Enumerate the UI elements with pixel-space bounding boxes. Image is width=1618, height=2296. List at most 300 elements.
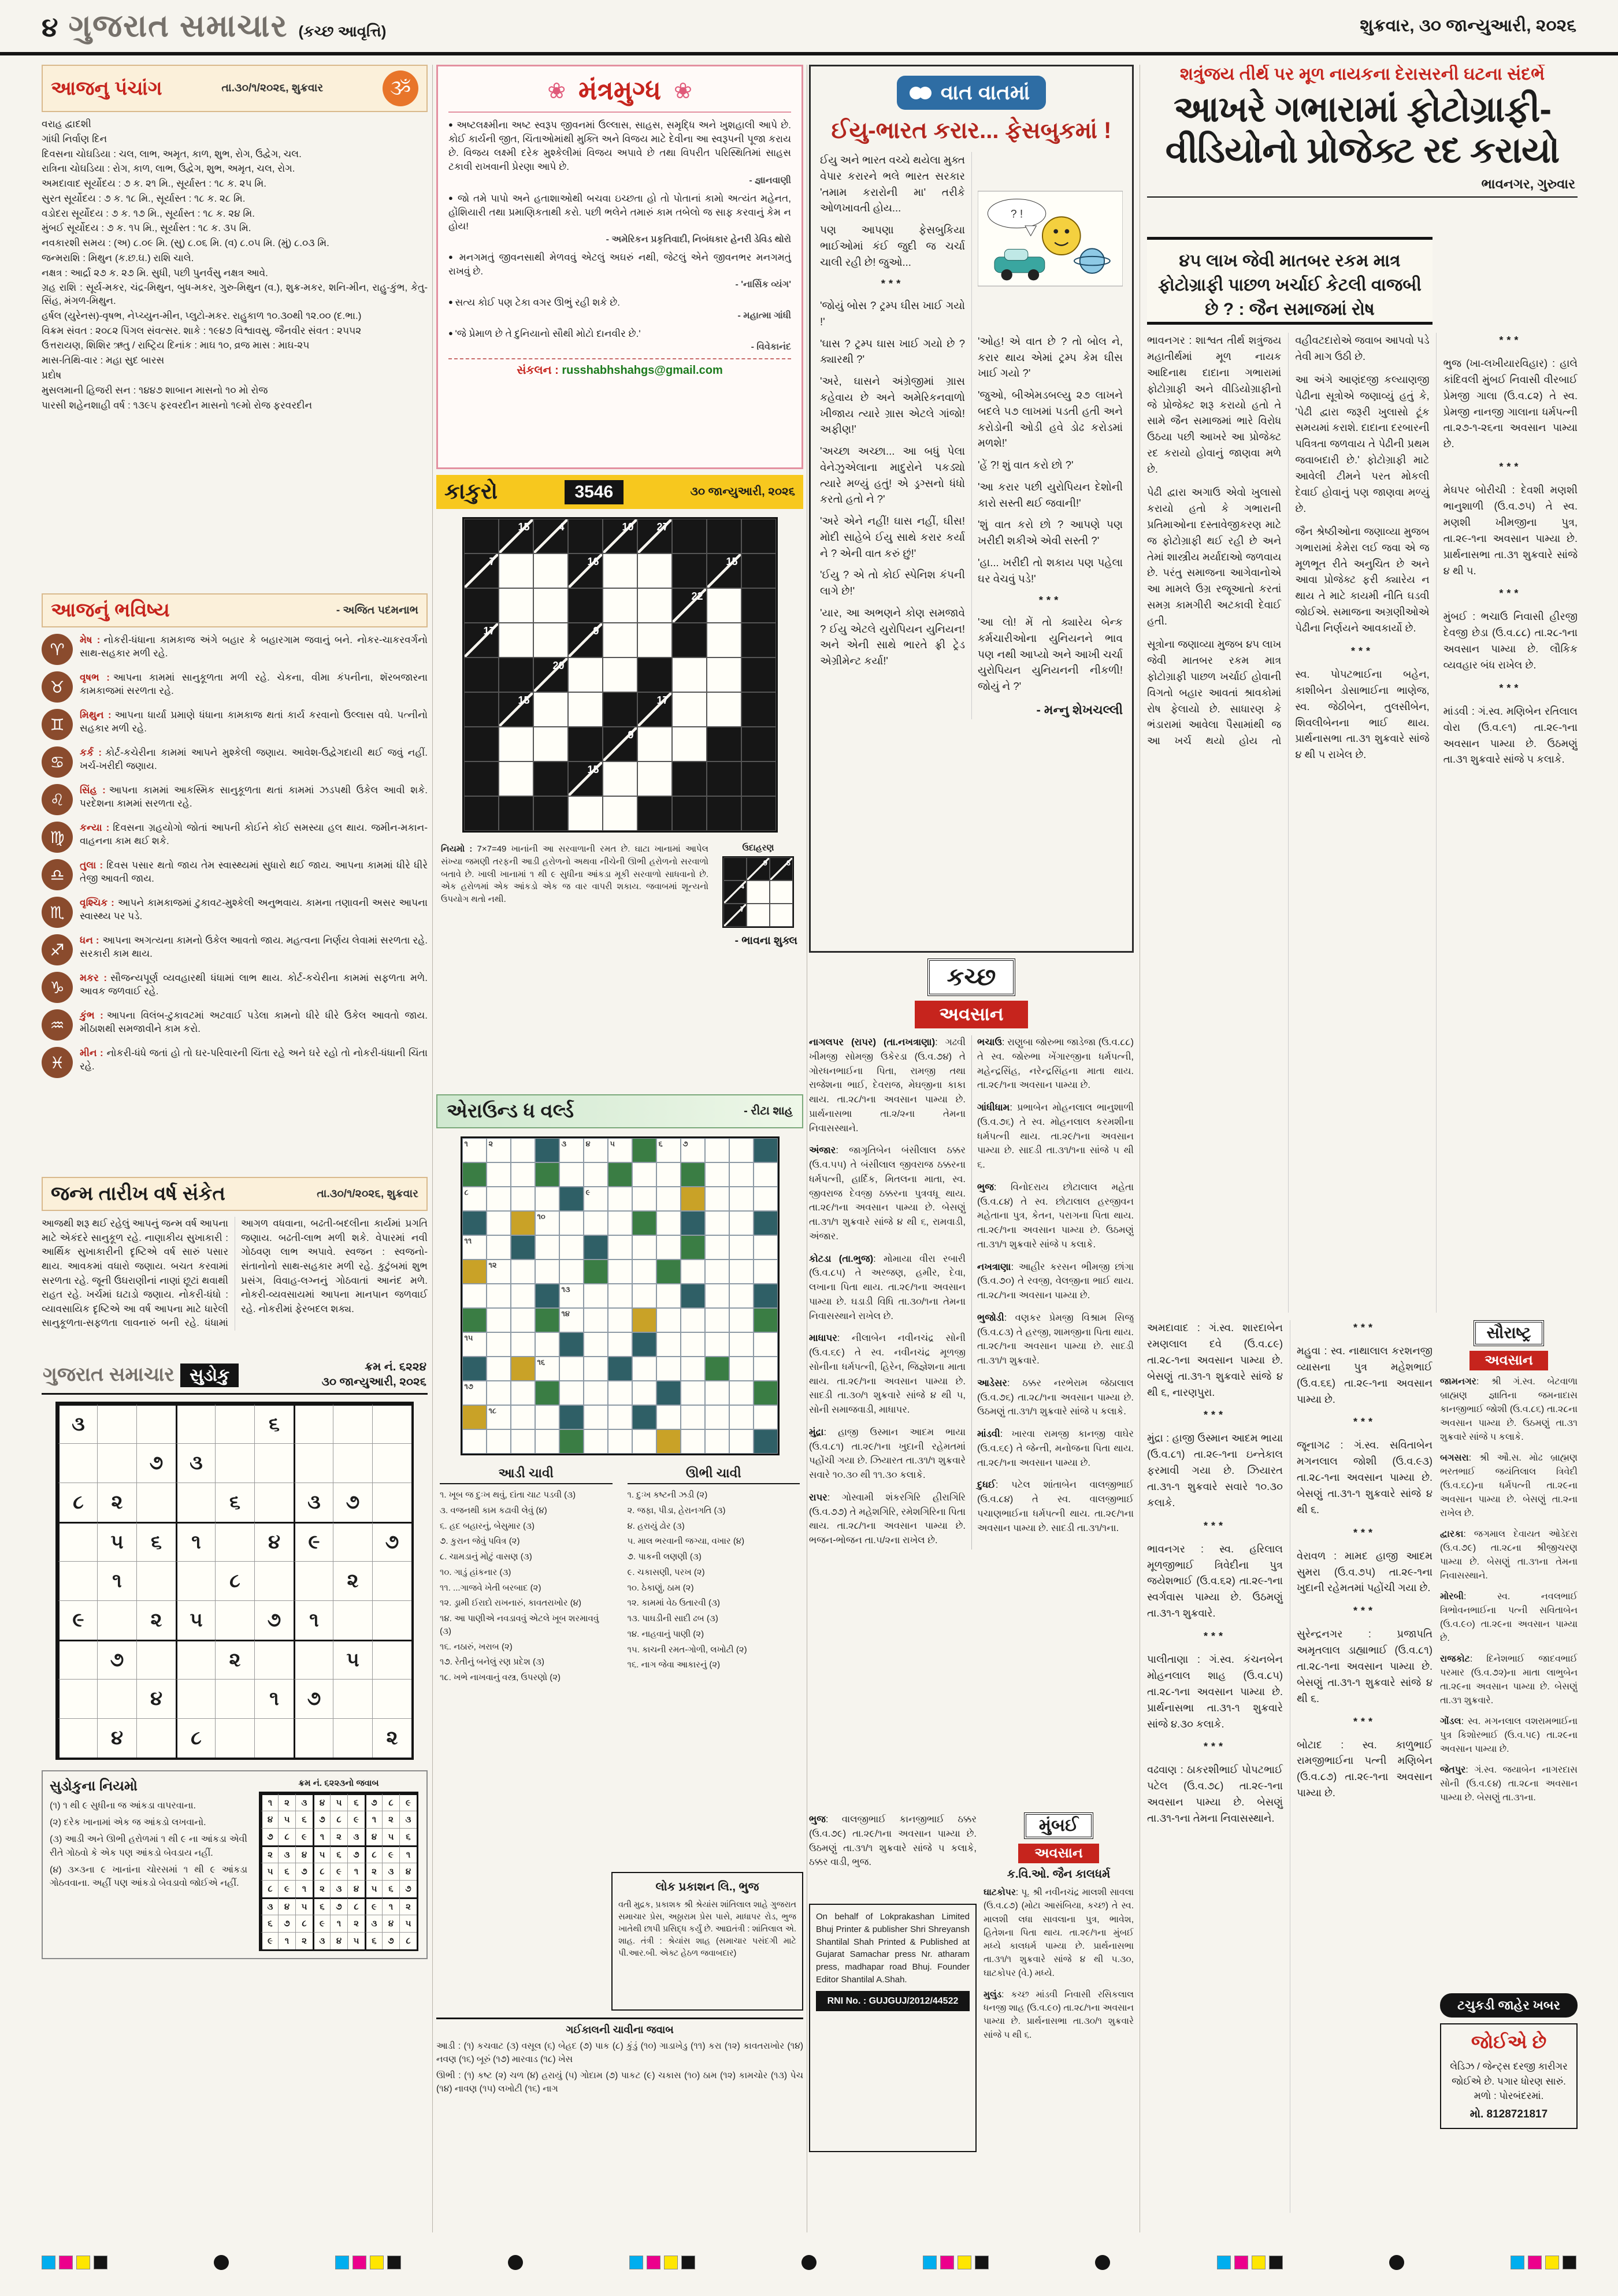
crossword-cell: [729, 1332, 754, 1357]
kakuro-rules-text: 7×7=49 ખાનાંની આ સરવાળાની રમત છે. ઘાટા ખાનામાં આપેલ સંખ્યા જમણી તરફની આડી હરોળનો અથવા નીચેની ઊભી હરોળનો સરવાળો બતાવે છે. ખાલી ખાનામાં ૧ થી ૯ સુધીના આંકડા મૂકી સરવાળો સાધવાનો છે. એક હરોળમાં એક આંકડો એક જ વાર વાપરી શકાય. જવાબમાં શૂન્યનો ઉપયોગ થતો નથી.: [441, 844, 708, 904]
sudoku-cell: [136, 1718, 176, 1758]
sudoku-rule: (૪) ૩×૩ના ૯ ખાનાંના ચોરસમાં ૧ થી ૯ આંકડા ગોઠવવાના. અહીં પણ આંકડો બેવડાવો જોઈએ નહીં.: [50, 1864, 247, 1888]
zodiac-row: [42, 746, 428, 778]
page-number: ૪: [42, 12, 58, 42]
kakuro-entry-cell: [499, 727, 533, 761]
sudoku-cell: ૩: [261, 1897, 278, 1915]
column-divider: [432, 65, 433, 2232]
kakuro-entry-cell: [499, 588, 533, 623]
sudoku-cell: ૯: [278, 1880, 295, 1897]
zodiac-row: [42, 934, 428, 965]
kakuro-number: 3546: [565, 480, 624, 504]
crossword-author: - રીટા શાહ: [744, 1105, 793, 1117]
crossword-cell: [559, 1381, 584, 1405]
dialogue-line: ***: [881, 277, 904, 290]
kakuro-entry-cell: [533, 588, 568, 623]
crossword-cell: [584, 1381, 608, 1405]
notice-paragraph: ***: [1203, 1741, 1226, 1753]
sudoku-cell: ૪: [254, 1522, 294, 1561]
kakuro-entry-cell: [707, 657, 741, 692]
sudoku-cell: [294, 1443, 333, 1483]
kakuro-entry-cell: [533, 553, 568, 588]
crossword-cell: [487, 1357, 511, 1381]
sudoku-cell: ૮: [278, 1828, 295, 1845]
lead-byline: ભાવનગર, ગુરુવાર: [1147, 172, 1578, 198]
down-title: ઊભી ચાવી: [628, 1466, 800, 1484]
kakuro-rules-title: નિયમો :: [441, 844, 473, 854]
kakuro-block-cell: [741, 657, 776, 692]
sudoku-cell: ૯: [382, 1845, 399, 1863]
crossword-block-cell: [632, 1308, 656, 1332]
kakuro-entry-cell: [637, 727, 672, 761]
crossword-cell: [462, 1429, 487, 1454]
saurashtra-obituaries: [1440, 1320, 1578, 1986]
zodiac-icon: ♑: [42, 972, 73, 1003]
kakuro-entry-cell: [533, 692, 568, 727]
kakuro-block-cell: [672, 623, 707, 657]
quote-author: - અમેરિકન પ્રકૃતિવાદી, નિબંધકાર હેનરી ડેવિડ થોરો: [606, 234, 791, 244]
crossword-block-cell: [535, 1138, 559, 1162]
crossword-cell: [656, 1357, 681, 1381]
crossword-cell: [584, 1162, 608, 1187]
crossword-cell: [681, 1260, 705, 1284]
sudoku-cell: [372, 1679, 411, 1718]
kakuro-block-cell: [499, 796, 533, 831]
zodiac-text: મિથુન : આપના ધાર્યા પ્રમાણે ધંધાના કામકાજ થતાં કાર્ય કરવાનો ઉલ્લાસ વધે. પત્નીનો સહકાર મળી રહે.: [80, 709, 428, 734]
kakuro-grid: [462, 517, 778, 833]
crossword-cell: [487, 1381, 511, 1405]
crossword-cell: [705, 1235, 729, 1260]
article-paragraph: સ્વ. પોપટભાઈના બહેન, કાશીબેન ડોસાભાઈના ભાણેજ, સ્વ. જેઠીબેન, તુલસીબેન, શિવલીબેનના ભાઈ થાય. પ્રાર્થનાસભા તા.૩૧ શુક્રવારે સાંજે ૪ થી ૫ રાખેલ છે.: [1295, 668, 1430, 761]
quote-item: [448, 118, 791, 186]
notice-paragraph: ***: [1203, 1519, 1226, 1532]
birth-year-title: જન્મ તારીખ વર્ષ સંકેત: [51, 1183, 225, 1205]
quote-author: - જ્ઞાનવાણી: [749, 175, 791, 185]
classified-ribbon: ટચુકડી જાહેર ખબર: [1440, 1993, 1578, 2018]
contact-label: સંકલન :: [517, 364, 559, 377]
down-clue: ૧. દુઃખ કષ્ટની ઝડી (૨): [627, 1490, 708, 1500]
sudoku-cell: [215, 1600, 254, 1640]
kakuro-clue-cell: 20: [533, 657, 568, 692]
panchang-line: રાત્રિના ચોઘડિયા : રોગ, કાળ, લાભ, ઉદ્વેગ, શુભ, અમૃત, ચલ, રોગ.: [42, 163, 295, 174]
quote-item: [448, 192, 791, 245]
crossword-cell: [729, 1308, 754, 1332]
crossword-block-cell: [754, 1381, 778, 1405]
panchang-line: પ્રદોષ: [42, 370, 62, 381]
crossword-cell: [608, 1332, 632, 1357]
obituary-entry: માંડવી: ખારવા રામજી કાનજી વાઘેર (ઉ.વ.૬૯) તે જેન્તી, મનોજના પિતા થાય. તા.૨૯/૧ના અવસાન પામ્યા છે.: [977, 1429, 1134, 1468]
kakuro-date: ૩૦ જાન્યુઆરી, ૨૦૨૬: [690, 485, 795, 498]
article-paragraph: ભાવનગર : શાશ્વત તીર્થ શત્રુંજય મહાતીર્થમાં મૂળ નાયક આદિનાથ દાદાના ગભારામાં ફોટોગ્રાફી અને વીડિયોગ્રાફીનો જે પ્રોજેક્ટ શરૂ કરાયો હતો તે સામે જૈન સમાજમાં ભારે વિરોધ ઉઠયા પછી આખરે આ પ્રોજેક્ટ રદ કરાયો હોવાનું જાણવા મળે છે.: [1147, 335, 1282, 475]
crossword-cell: [656, 1235, 681, 1260]
quote-author: - મહાત્મા ગાંધી: [737, 311, 791, 321]
article-paragraph: માંડવી : ગં.સ્વ. મણિબેન રતિલાલ વોરા (ઉ.વ.૯૧) તા.૨૯-૧ના અવસાન પામ્યા છે. ઉઠમણું તા.૩૧ શુક્રવારે સાંજે ૫ કલાકે.: [1443, 705, 1578, 766]
zodiac-row: [42, 897, 428, 928]
crossword-cell: [729, 1162, 754, 1187]
sudoku-cell: ૪: [399, 1863, 417, 1880]
crossword-cell: [705, 1284, 729, 1308]
sudoku-cell: ૪: [347, 1880, 365, 1897]
people-icon: [913, 87, 932, 99]
crossword-cell: [632, 1284, 656, 1308]
dialogue-line: 'જુઓ, બીએમડબલ્યુ ૨૭ લાખને બદલે ૫૭ લાખમાં પડતી હતી અને કરોડોની ઓડી હવે ડોઢ કરોડમાં મળશે!': [978, 389, 1123, 449]
crossword-cell: [656, 1308, 681, 1332]
kakuro-example-caption: ઉદાહરણ: [742, 843, 774, 853]
edition-label: (કચ્છ આવૃત્તિ): [298, 22, 387, 40]
crossword-block-cell: [535, 1381, 559, 1405]
quotes-list: [448, 118, 791, 352]
crossword-cell: [729, 1260, 754, 1284]
sudoku-cell: ૫: [330, 1793, 347, 1811]
crossword-cell: [681, 1308, 705, 1332]
kakuro-clue-cell: 15: [707, 553, 741, 588]
zodiac-icon: ♐: [42, 934, 73, 965]
zodiac-text: મકર : સૌજન્યપૂર્ણ વ્યવહારથી ધંધામાં લાભ થાય. કોર્ટ-કચેરીના કામમાં સફળતા મળે. આવક જળવાઈ રહે.: [80, 972, 428, 997]
crossword-cell: [608, 1429, 632, 1454]
crossword-cell: [705, 1405, 729, 1429]
panchang-line: વડોદરા સૂર્યોદય : ૭ ક. ૧૭ મિ., સૂર્યાસ્ત : ૧૮ ક. ૨૪ મિ.: [42, 207, 255, 219]
crossword-cell: ૭: [681, 1138, 705, 1162]
crossword-cell: [705, 1162, 729, 1187]
sudoku-cell: [176, 1483, 215, 1522]
crossword-cell: [535, 1235, 559, 1260]
across-clue: ૧૭. રેતીનું બનેલું રણ પ્રદેશ (૩): [440, 1657, 545, 1667]
down-clue: ૧૪. નાહવાનું પાણી (૨): [627, 1629, 704, 1639]
sudoku-cell: ૩: [347, 1828, 365, 1845]
crossword-block-cell: [754, 1284, 778, 1308]
zodiac-text: તુલા : દિવસ પસાર થતો જાય તેમ સ્વાસ્થ્યમાં સુધારો થઈ જાય. આપના કામમાં ધીરે ધીરે તેજી આવતી જાય.: [80, 860, 428, 884]
kutch-obituaries: [809, 958, 1134, 1807]
down-clues: [628, 1463, 800, 1687]
sudoku-cell: [136, 1640, 176, 1679]
sudoku-cell: [333, 1600, 372, 1640]
birth-year-text-1: આજથી શરૂ થઈ રહેલું આપનું જન્મ વર્ષ આપના માટે એકંદરે સાનુકૂળ રહે. નાણાકીય સુખાકારી : આર્થિક સુખાકારીની દૃષ્ટિએ વર્ષ સારું પસાર થાય. આવકમાં વધારો જણાય. બચત કરવામાં સરળતા રહે. જૂની ઉઘરાણીનાં નાણાં છૂટાં થવાથી રાહત રહે. ખર્ચમાં ઘટાડો જણાય. નોકરી-ધંધો : વ્યાવસાયિક દૃષ્ટિએ આ વર્ષ આપના માટે ધારેલી સાનુકૂળતા-સફળતા લાવનારું બની રહે.: [42, 1218, 228, 1329]
sudoku-cell: [136, 1561, 176, 1600]
kakuro-block-cell: [637, 657, 672, 692]
sudoku-cell: ૨: [347, 1915, 365, 1932]
kakuro-entry-cell: [637, 623, 672, 657]
lead-subhead: ૪૫ લાખ જેવી માતબર રકમ માત્ર ફોટોગ્રાફી પાછળ ખર્ચાઈ કેટલી વાજબી છે ? : જૈન સમાજમાં રોષ: [1147, 237, 1433, 325]
birth-year-section: [42, 1177, 428, 1350]
sudoku-cell: [97, 1443, 136, 1483]
crossword-cell: [584, 1332, 608, 1357]
sudoku-cell: ૨: [278, 1793, 295, 1811]
zodiac-row: [42, 1009, 428, 1041]
crossword-cell: [632, 1381, 656, 1405]
sudoku-cell: ૯: [295, 1828, 313, 1845]
crossword-cell: ૧૬: [535, 1357, 559, 1381]
kakuro-entry-cell: [770, 904, 793, 927]
sudoku-cell: ૭: [278, 1915, 295, 1932]
zodiac-text: કન્યા : દિવસના ગ્રહયોગો જોતાં આપની કોઈને કોઈ સમસ્યા હલ થાય. જમીન-મકાન-વાહનના કામ થઈ શકે.: [80, 822, 428, 846]
across-clue: ૧૨. ડ્રામી ઈરાદો રાખનારું, કાવતરાખોર (૪): [440, 1598, 581, 1608]
crossword-cell: [754, 1405, 778, 1429]
crossword-cell: [535, 1405, 559, 1429]
crossword-cell: [608, 1235, 632, 1260]
crossword-block-cell: [681, 1162, 705, 1187]
sudoku-cell: [254, 1640, 294, 1679]
imprint-text: વતી મુદ્રક, પ્રકાશક શ્રી શ્રેયાંસ શાંતિલાલ શાહે ગુજરાત સમાચાર પ્રેસ, અઠ્ઠારામ પ્રેસ પાસે, માધાપર રોડ, ભુજ ખાતેથી છાપી પ્રસિદ્ધ કર્યું છે. આદ્યતંત્રી : શાંતિલાલ એ. શાહ. તંત્રી : શ્રેયાંસ શાહ (સમાચાર પસંદગી માટે પી.આર.બી. એક્ટ હેઠળ જવાબદાર): [618, 1900, 796, 1959]
sudoku-cell: [136, 1483, 176, 1522]
crossword-cell: [754, 1162, 778, 1187]
cmyk-registration-squares: [335, 2256, 401, 2269]
crossword-cell: [535, 1332, 559, 1357]
across-clue: ૮. ચામડાનું મોટું વાસણ (૩): [440, 1552, 532, 1562]
kakuro-block-cell: [741, 553, 776, 588]
crossword-block-cell: [462, 1211, 487, 1235]
sudoku-cell: ૮: [347, 1897, 365, 1915]
notice-paragraph: બોટાદ : સ્વ. કાળુભાઈ રામજીભાઈના પત્ની મણિબેન (ઉ.વ.૮૭) તા.૨૯-૧ના અવસાન પામ્યા છે.: [1297, 1738, 1433, 1799]
sudoku-cell: ૪: [382, 1915, 399, 1932]
notice-paragraph: ***: [1353, 1605, 1376, 1617]
kakuro-clue-cell: 9: [568, 623, 603, 657]
obituary-entry: રાજકોટ: દિનેશભાઈ જાદવભાઈ પરમાર (ઉ.વ.૭૨)ના માતા લાભુબેન તા.૨૯ના અવસાન પામ્યા છે. બેસણું તા.૩૧ શુક્રવારે.: [1440, 1654, 1578, 1706]
crossword-cell: ૩: [559, 1138, 584, 1162]
sudoku-cell: ૫: [382, 1828, 399, 1845]
kakuro-block-cell: [741, 623, 776, 657]
zodiac-text: મીન : નોકરી-ધંધે જતાં હો તો ઘર-પરિવારની ચિંતા રહે અને ઘરે રહો તો નોકરી-ધંધાની ચિંતા રહે.: [80, 1047, 428, 1072]
sudoku-cell: ૯: [330, 1863, 347, 1880]
crossword-cell: [584, 1429, 608, 1454]
sudoku-cell: ૭: [399, 1880, 417, 1897]
columnist-signature: - મન્નુ શેખચલ્લી: [1036, 702, 1123, 717]
dialogue-line: 'ઓહ! એ વાત છે ? તો બોલ ને, કરાર થાય એમાં ટ્રમ્પ કેમ ઘીસ ખાઈ ગયો ?': [978, 335, 1123, 380]
obituary-label: અવસાન: [915, 1001, 1027, 1028]
crossword-cell: [511, 1162, 535, 1187]
crossword-block-cell: [535, 1284, 559, 1308]
sudoku-cell: ૪: [295, 1845, 313, 1863]
kakuro-block-cell: [464, 519, 499, 553]
sudoku-cell: ૫: [313, 1845, 330, 1863]
crossword-cell: [487, 1162, 511, 1187]
sudoku-cell: [215, 1443, 254, 1483]
sudoku-cell: ૭: [365, 1793, 382, 1811]
sudoku-cell: ૭: [382, 1932, 399, 1949]
kakuro-entry-cell: [533, 623, 568, 657]
sudoku-cell: ૬: [330, 1845, 347, 1863]
crossword-cell: [487, 1429, 511, 1454]
sudoku-brand: ગુજરાત સમાચાર: [43, 1363, 175, 1385]
zodiac-icon: ♒: [42, 1009, 73, 1041]
notice-paragraph: અમદાવાદ : ગં.સ્વ. શારદાબેન રમણલાલ દવે (ઉ.વ.૮૯) તા.૨૮-૧ના અવસાન પામ્યા છે. બેસણું તા.૩૧-૧ શુક્રવારે સાંજે ૪ થી ૬, નારણપુરા.: [1147, 1322, 1283, 1398]
sudoku-cell: ૫: [278, 1811, 295, 1828]
notice-paragraph: વઢવાણ : ઠાકરશીભાઈ પોપટભાઈ પટેલ (ઉ.વ.૭૮) તા.૨૯-૧ના અવસાન પામ્યા છે. બેસણું તા.૩૧-૧ના તેમના નિવાસસ્થાને.: [1147, 1764, 1283, 1825]
notice-paragraph: ***: [1353, 1526, 1376, 1539]
sudoku-cell: ૯: [399, 1793, 417, 1811]
crossword-cell: [656, 1405, 681, 1429]
crossword-cell: [729, 1235, 754, 1260]
sudoku-cell: ૧: [399, 1845, 417, 1863]
sudoku-cell: ૯: [365, 1897, 382, 1915]
crossword-cell: [487, 1332, 511, 1357]
kakuro-clue-cell: 17: [464, 623, 499, 657]
sudoku-cell: ૯: [58, 1600, 97, 1640]
registration-dot: [801, 2255, 817, 2270]
lotus-icon: ❀: [547, 79, 566, 103]
crossword-block-cell: [656, 1429, 681, 1454]
notices-region: [1147, 1320, 1433, 2213]
crossword-block-cell: [681, 1187, 705, 1211]
crossword-block-cell: [462, 1357, 487, 1381]
crossword-cell: [681, 1332, 705, 1357]
article-paragraph: ***: [1499, 682, 1522, 694]
crossword-cell: ૨: [487, 1138, 511, 1162]
zodiac-text: સિંહ : આપના કામમાં આકસ્મિક સાનુકૂળતા થતાં કામમાં ઝડપથી ઉકેલ આવી શકે. પરદેશના કામમાં સરળતા રહે.: [80, 785, 428, 809]
sudoku-cell: ૬: [136, 1522, 176, 1561]
sudoku-cell: [333, 1679, 372, 1718]
notice-paragraph: મુંદ્રા : હાજી ઉસ્માન આદમ ભાયા (ઉ.વ.૮૧) તા.૨૯-૧ના ઇન્તેકાલ ફરમાવી ગયા છે. ઝિયારત તા.૩૧-૧ શુક્રવારે સવારે ૧૦.૩૦ કલાકે.: [1147, 1432, 1283, 1509]
sudoku-cell: ૯: [294, 1522, 333, 1561]
kakuro-entry-cell: [747, 904, 770, 927]
crossword-cell: [754, 1187, 778, 1211]
crossword-block-cell: [632, 1211, 656, 1235]
crossword-cell: [729, 1211, 754, 1235]
sudoku-cell: ૮: [58, 1483, 97, 1522]
sudoku-cell: [294, 1404, 333, 1443]
quote-author: - વિવેકાનંદ: [751, 342, 791, 352]
zodiac-list: [42, 634, 428, 1078]
kakuro-entry-cell: [603, 761, 637, 796]
crossword-cell: [754, 1235, 778, 1260]
sudoku-cell: ૩: [365, 1915, 382, 1932]
obituary-entry: કોટડા (તા.ભુજ): મોમાયા વીરા રબારી (ઉ.વ.૮૫) તે અરજણ, હમીર, દેવા, લખાના પિતા થાય. તા.૨૯/૧ના અવસાન પામ્યા છે. ઘડાડી વિધિ તા.૩૦/૧ના તેમના નિવાસસ્થાને રાખેલ છે.: [809, 1253, 966, 1321]
down-clue: ૧૩. પાઘડીની સાદી ઢબ (૩): [627, 1614, 718, 1623]
sudoku-cell: ૧: [313, 1828, 330, 1845]
panchang-line: નક્ષત્ર : આર્દ્રા ૨૭ ક. ૨૭ મિ. સુધી, પછી પુનર્વસુ નક્ષત્ર આવે.: [42, 267, 268, 278]
sudoku-cell: ૧: [295, 1880, 313, 1897]
kakuro-clue-cell: 15: [499, 519, 533, 553]
sudoku-cell: [215, 1679, 254, 1718]
kakuro-clue-cell: 17: [637, 692, 672, 727]
kakuro-section: [436, 475, 803, 1088]
obituary-entry: આડેસર: ઠક્કર નરભેરામ જેઠાલાલ (ઉ.વ.૭૬) તા.૨૮/૧ના અવસાન પામ્યા છે. ઉઠમણું તા.૩૧/૧ શુક્રવારે સાંજે ૫ કલાકે.: [977, 1377, 1134, 1417]
quotes-footer: [448, 358, 791, 377]
obituary-entry: દ્વારકા: જગમાલ દેવાયત ઓડેદરા (ઉ.વ.૭૯) તા.૨૮ના શ્રીજીચરણ પામ્યા છે. બેસણું તા.૩૧ના તેમના નિવાસસ્થાને.: [1440, 1529, 1578, 1581]
panchang-line: ઉત્તરાયણ, શિશિર ઋતુ / રાષ્ટ્રિય દિનાંક : માઘ ૧૦, વ્રજ માસ : માઘ-૨૫: [42, 340, 310, 351]
down-clue: ૯. ચકાસણી, પરખ (૨): [627, 1567, 705, 1577]
kakuro-block-cell: [707, 761, 741, 796]
kakuro-block-cell: [533, 796, 568, 831]
sudoku-solution-grid: [259, 1792, 418, 1951]
zodiac-row: [42, 634, 428, 665]
zodiac-row: [42, 859, 428, 890]
sudoku-cell: ૨: [333, 1561, 372, 1600]
sudoku-cell: ૯: [347, 1811, 365, 1828]
birth-year-date: તા.૩૦/૧/૨૦૨૬, શુક્રવાર: [317, 1187, 418, 1200]
crossword-section: [436, 1094, 803, 1863]
zodiac-row: [42, 784, 428, 815]
sudoku-cell: [176, 1561, 215, 1600]
dialogue-line: 'અચ્છા અચ્છા... આ બધું પેલા વેનેઝુએલાના માદુરોને પકડ્યો ત્યારે મળ્યું હતું! એ ડ્રગ્સનો ધંધો કરતો હતો ને ?': [820, 445, 965, 506]
answers-line: ઊભી : (૧) કષ્ટ (૨) ચળ (૪) હરાયું (૫) ગોદામ (૭) પાકટ (૯) ચકાસ (૧૦) ઠામ (૧૨) કામચોર (૧૩) પેચ (૧૪) નાવણ (૧૫) લખોટી (૧૬) નાગ: [436, 2070, 803, 2094]
panchang-line: પારસી શહેનશાહી વર્ષ : ૧૩૯૫ ફરવરદીન માસનો ૧૯મો રોજ ફરવરદીન: [42, 399, 313, 411]
svg-text:? !: ? !: [1010, 208, 1023, 221]
dialogue-line: 'ઘાસ ? ટ્રમ્પ ઘાસ ખાઈ ગયો છે ? ક્યારથી ?': [820, 337, 965, 366]
kakuro-entry-cell: [603, 657, 637, 692]
sudoku-cell: ૬: [399, 1828, 417, 1845]
sudoku-cell: ૮: [365, 1845, 382, 1863]
crossword-block-cell: [559, 1405, 584, 1429]
sudoku-cell: ૯: [313, 1915, 330, 1932]
zodiac-icon: ♍: [42, 822, 73, 853]
across-clue: ૧૧. ...ગાજવે ખેતી બરબાદ (૨): [440, 1582, 541, 1593]
paper-logo: ગુજરાત સમાચાર: [68, 8, 288, 43]
sudoku-cell: [254, 1443, 294, 1483]
sudoku-cell: ૫: [333, 1640, 372, 1679]
dialogue-line: પણ આપણા ફેસબુકિયા ભાઈઓમાં કંઈ જુદી જ ચર્ચા ચાલી રહી છે! જુઓ...: [820, 224, 965, 268]
sudoku-cell: [254, 1483, 294, 1522]
horoscope-title: આજનું ભવિષ્ય: [51, 599, 170, 621]
ganesh-icon: ૐ: [383, 70, 418, 106]
crossword-cell: [511, 1332, 535, 1357]
sudoku-cell: ૭: [330, 1897, 347, 1915]
crossword-cell: [608, 1187, 632, 1211]
zodiac-icon: ♈: [42, 634, 73, 665]
sudoku-cell: ૧: [347, 1863, 365, 1880]
zodiac-text: કુંભ : આપના વિલંબ-ટુકાવટમાં અટવાઈ પડેલા કામનો ધીરે ધીરે ઉકેલ આવતો જાય. મીઠાશથી સમજાવીને કામ કરો.: [80, 1010, 428, 1034]
classified-box: [1440, 2023, 1578, 2129]
across-clue: ૩. વજનથી કામ કઢાવી લેવું (૪): [440, 1505, 547, 1515]
kakuro-block-cell: [533, 761, 568, 796]
crossword-cell: [632, 1162, 656, 1187]
sudoku-cell: [176, 1404, 215, 1443]
classified-phone: મો. 8128721817: [1469, 2108, 1548, 2120]
crossword-cell: [754, 1332, 778, 1357]
article-paragraph: પેઢી દ્વારા અગાઉ એવો ખુલાસો કરાયો હતો કે ગભારાની પ્રતિમાઓના દસ્તાવેજીકરણ માટે જ ફોટોગ્રાફી થઈ રહી છે અને તેમાં શાસ્ત્રીય મર્યાદાઓ જળવાય છે. પરંતુ સમાજના આગેવાનોએ આ મામલે ઉગ્ર રજૂઆતો કરતાં સમગ્ર કામગીરી અટકાવી દેવાઈ હતી.: [1147, 486, 1282, 627]
dialogue-line: 'ઈયુ ? એ તો કોઈ સ્પેનિશ કંપની લાગે છે!': [820, 569, 965, 597]
obituary-entry: માધાપર: નીલાબેન નવીનચંદ્ર સોની (ઉ.વ.૬૯) તે સ્વ. નવીનચંદ્ર મૂળજી સોનીના ધર્મપત્ની, હિરેન, જિજ્ઞેશના માતા થાય. તા.૨૯/૧ના અવસાન પામ્યા છે. સાદડી તા.૩૦/૧ શુક્રવારે સાંજે ૪ થી ૫, સોની સમાજવાડી, માધાપર.: [809, 1333, 966, 1415]
kakuro-clue-cell: 22: [672, 588, 707, 623]
crossword-cell: ૧૦: [535, 1211, 559, 1235]
kakuro-clue-cell: 4: [723, 880, 747, 904]
panchang-line: જન્મરાશિ : મિથુન (ક.છ.ઘ.) રાશિ ચાલે.: [42, 252, 194, 263]
masthead: [0, 0, 1618, 55]
crossword-title: એરાઉન્ડ ધ વર્લ્ડ: [447, 1100, 574, 1122]
kakuro-entry-cell: [499, 761, 533, 796]
dialogue-line: 'આ કરાર પછી યુરોપિયન દેશોની કારો સસ્તી થઈ જવાની!': [978, 480, 1123, 509]
crossword-cell: [584, 1405, 608, 1429]
date-line: શુક્રવાર, ૩૦ જાન્યુઆરી, ૨૦૨૬: [1360, 16, 1576, 35]
imprint-title: લોક પ્રકાશન લિ., ભુજ: [655, 1881, 759, 1893]
crossword-cell: [754, 1357, 778, 1381]
kakuro-entry-cell: [603, 553, 637, 588]
sudoku-cell: [372, 1404, 411, 1443]
sudoku-cell: ૪: [97, 1718, 136, 1758]
obituary-entry: મુંદ્રા: હાજી ઉસ્માન આદમ ભાયા (ઉ.વ.૮૧) તા.૨૯/૧ના ખુદાની રહેમતમાં પહોંચી ગયા છે. ઝિયારત તા.૩૧/૧ શુક્રવારે સવારે ૧૦.૩૦ થી ૧૧.૩૦ કલાકે.: [809, 1426, 966, 1480]
article-paragraph: ***: [1499, 335, 1522, 346]
across-clue: ૧૬. નઠારું, ખરાબ (૨): [440, 1641, 513, 1652]
sudoku-cell: ૩: [58, 1404, 97, 1443]
crossword-cell: ૧૫: [462, 1332, 487, 1357]
kakuro-block-cell: [499, 657, 533, 692]
sudoku-cell: ૩: [399, 1811, 417, 1828]
crossword-cell: [656, 1211, 681, 1235]
sudoku-cell: [176, 1640, 215, 1679]
kakuro-block-cell: [464, 588, 499, 623]
crossword-cell: [584, 1308, 608, 1332]
sudoku-cell: [215, 1404, 254, 1443]
horoscope-author: - અજિત પદમનાભ: [336, 604, 418, 616]
sudoku-cell: ૮: [313, 1863, 330, 1880]
sudoku-cell: [294, 1640, 333, 1679]
sudoku-cell: ૭: [333, 1483, 372, 1522]
quote-text: ● જો તમે પાપો અને હતાશાઓથી બચવા ઇચ્છતા હો તો પોતાનાં કામો અત્યંત મહેનત, હોંશિયારી તથા પ્રમાણિકતાથી કરો. પછી ભલેને તમારું કામ તબેલો જ સાફ કરવાનું કેમ ન હોય!: [448, 192, 791, 233]
crossword-block-cell: [656, 1260, 681, 1284]
sudoku-cell: ૧: [294, 1600, 333, 1640]
classified-section: [1440, 1993, 1578, 2213]
crossword-cell: [608, 1381, 632, 1405]
notice-paragraph: પાલીતાણા : ગં.સ્વ. કંચનબેન મોહનલાલ શાહ (ઉ.વ.૮૫) તા.૨૮-૧ના અવસાન પામ્યા છે. પ્રાર્થનાસભા તા.૩૧-૧ શુક્રવારે સાંજે ૪.૩૦ કલાકે.: [1147, 1654, 1283, 1730]
